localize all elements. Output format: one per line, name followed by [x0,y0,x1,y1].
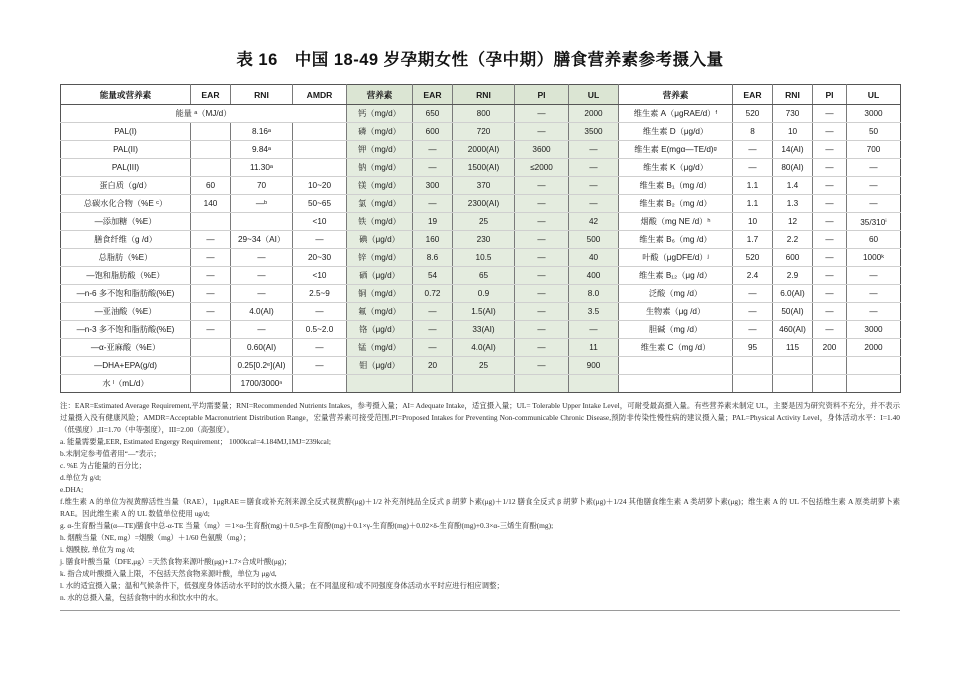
cell-left-name: —添加糖（%E） [61,213,191,231]
table-row [61,213,901,231]
cell-vitamin-rni [773,357,813,375]
table-row [61,141,901,159]
cell-mineral-ul: — [569,141,619,159]
cell-vitamin-pi: — [813,177,847,195]
note-item: e.DHA; [60,485,84,495]
cell-left-name: 蛋白质（g/d） [61,177,191,195]
cell-left-ear [191,375,231,393]
cell-vitamin-rni [773,375,813,393]
cell-mineral-pi: — [515,321,569,339]
note-item: g. α-生育酚当量(α—TE)膳食中总-α-TE 当量（mg）＝1×α-生育酚(mg)＋0.5×β-生育酚(mg)＋0.1×γ-生育酚(mg)＋0.02×δ-生育酚(mg)+0.3×α-三烯生育酚(mg); [60,521,554,531]
cell-vitamin-ul: — [847,177,901,195]
header-rni-2: RNI [453,85,515,105]
cell-left-amdr: 20~30 [293,249,347,267]
cell-mineral-rni: 1500(AI) [453,159,515,177]
cell-mineral-pi [515,375,569,393]
header-ear-3: EAR [733,85,773,105]
cell-mineral-pi: — [515,249,569,267]
cell-mineral-rni: 1.5(AI) [453,303,515,321]
cell-vitamin-name [619,375,733,393]
cell-mineral-pi: — [515,303,569,321]
cell-left-amdr [293,159,347,177]
cell-vitamin-name: 泛酸（mg /d） [619,285,733,303]
dri-table [60,84,901,393]
table-row [61,375,901,393]
cell-vitamin-pi: — [813,105,847,123]
cell-mineral-ul: 40 [569,249,619,267]
cell-vitamin-name: 胆碱（mg /d） [619,321,733,339]
cell-mineral-ul: — [569,177,619,195]
note-item: n. 水的总摄入量，包括食物中的水和饮水中的水。 [60,593,223,603]
cell-left-rni: — [231,249,293,267]
cell-vitamin-ear: — [733,285,773,303]
cell-left-ear: 140 [191,195,231,213]
table-row [61,159,901,177]
cell-mineral-ear: — [413,195,453,213]
note-main: 注：EAR=Estimated Average Requirement,平均需要量；RNI=Recommended Nutrients Intakes，参考摄入量；AI= Adequate Intake，适宜摄入量；UL= Tolerable Upper Intake Level，可耐受最高摄入量。有些营养素未制定 UL，主要是因为研究资料不充分，并不表示过量摄入没有健康风险；AMDR=Acceptable Macronutrient Distribution Range，宏量营养素可接受范围,PI=Proposed Intakes for Preventing Non-communicable Chronic Disease,预防非传染性慢性病的建议摄入量；PAL=Physical Activity Level，身体活动水平：I=1.40（低强度）,II=1.70（中等强度），III=2.00（高强度）。 [60,401,900,434]
cell-mineral-ear: — [413,159,453,177]
cell-mineral-name: 铜（mg/d） [347,285,413,303]
cell-mineral-rni: 720 [453,123,515,141]
cell-vitamin-rni: 730 [773,105,813,123]
cell-left-ear: — [191,303,231,321]
cell-mineral-rni: 800 [453,105,515,123]
cell-vitamin-name: 维生素 B₁（mg /d） [619,177,733,195]
note-item: b.未制定参考值者用“—”表示； [60,449,161,459]
cell-mineral-pi: 3600 [515,141,569,159]
note-item: d.单位为 g/d; [60,473,102,483]
cell-vitamin-ul: — [847,195,901,213]
cell-vitamin-ul: 700 [847,141,901,159]
cell-mineral-pi: — [515,195,569,213]
cell-mineral-name: 磷（mg/d） [347,123,413,141]
header-pi-2: PI [515,85,569,105]
note-item: h. 烟酸当量（NE, mg）=烟酸（mg）＋1/60 色氨酸（mg）； [60,533,251,543]
cell-vitamin-ul: 60 [847,231,901,249]
cell-mineral-ear: 0.72 [413,285,453,303]
table-row [61,267,901,285]
cell-left-rni: — [231,267,293,285]
cell-vitamin-name: 维生素 B₆（mg /d） [619,231,733,249]
cell-left-amdr [293,123,347,141]
cell-vitamin-pi: — [813,123,847,141]
cell-mineral-ear: 600 [413,123,453,141]
bottom-rule [60,610,900,611]
cell-vitamin-rni: 115 [773,339,813,357]
cell-left-ear: — [191,267,231,285]
cell-vitamin-ul: — [847,285,901,303]
cell-mineral-rni: 370 [453,177,515,195]
cell-left-rni: 11.30ᵃ [231,159,293,177]
cell-mineral-rni: 25 [453,213,515,231]
cell-vitamin-ear [733,375,773,393]
header-ul-3: UL [847,85,901,105]
cell-vitamin-ul: — [847,267,901,285]
cell-vitamin-name: 维生素 B₁₂（μg /d） [619,267,733,285]
table-body [61,105,901,393]
cell-mineral-ul: 42 [569,213,619,231]
cell-mineral-ul: 8.0 [569,285,619,303]
cell-mineral-ul: 400 [569,267,619,285]
cell-left-amdr: 2.5~9 [293,285,347,303]
cell-vitamin-ear: 1.1 [733,195,773,213]
cell-mineral-ul [569,375,619,393]
cell-left-ear [191,123,231,141]
cell-left-name: 膳食纤维（g /d） [61,231,191,249]
cell-mineral-rni: 0.9 [453,285,515,303]
cell-vitamin-name: 维生素 E(mgα—TE/d)ᵍ [619,141,733,159]
cell-vitamin-pi: — [813,231,847,249]
cell-left-name: —亚油酸（%E） [61,303,191,321]
cell-mineral-ul: — [569,195,619,213]
cell-vitamin-rni: 12 [773,213,813,231]
cell-left-amdr: — [293,303,347,321]
cell-left-ear [191,141,231,159]
cell-left-ear: — [191,249,231,267]
cell-left-name: —α-亚麻酸（%E） [61,339,191,357]
cell-vitamin-ear: 520 [733,105,773,123]
header-ul-2: UL [569,85,619,105]
cell-mineral-name: 锌（mg/d） [347,249,413,267]
cell-vitamin-ul: 3000 [847,105,901,123]
cell-mineral-name: 硒（μg/d） [347,267,413,285]
cell-vitamin-rni: 6.0(AI) [773,285,813,303]
cell-mineral-rni: 230 [453,231,515,249]
note-item: c. %E 为占能量的百分比； [60,461,147,471]
cell-mineral-pi: — [515,231,569,249]
cell-left-name: PAL(I) [61,123,191,141]
cell-vitamin-pi: — [813,141,847,159]
cell-vitamin-rni: 14(AI) [773,141,813,159]
note-item: l. 水的适宜摄入量；温和气候条件下，低强度身体活动水平时的饮水摄入量；在不同温度和/或不同强度身体活动水平时应进行相应调整； [60,581,504,591]
cell-mineral-pi: — [515,177,569,195]
cell-left-name: PAL(II) [61,141,191,159]
cell-mineral-rni: 25 [453,357,515,375]
cell-mineral-rni: 10.5 [453,249,515,267]
cell-vitamin-ul: 2000 [847,339,901,357]
cell-left-ear [191,159,231,177]
cell-left-rni: — [231,321,293,339]
cell-vitamin-name: 维生素 A（μgRAE/d）ᶠ [619,105,733,123]
table-row [61,285,901,303]
cell-mineral-ear: — [413,141,453,159]
table-row [61,177,901,195]
header-rni-3: RNI [773,85,813,105]
cell-vitamin-name: 维生素 K（μg/d） [619,159,733,177]
cell-vitamin-ear [733,357,773,375]
cell-mineral-rni [453,375,515,393]
cell-left-rni: — [231,285,293,303]
cell-vitamin-ear: 2.4 [733,267,773,285]
cell-left-name: 总脂肪（%E） [61,249,191,267]
cell-mineral-pi: — [515,357,569,375]
cell-mineral-name: 锰（mg/d） [347,339,413,357]
table-row [61,339,901,357]
cell-vitamin-name: 维生素 C（mg /d） [619,339,733,357]
cell-vitamin-ear: 10 [733,213,773,231]
header-nutrient-mineral: 营养素 [347,85,413,105]
cell-vitamin-pi: — [813,285,847,303]
cell-vitamin-ul: — [847,303,901,321]
note-item: a. 能量需要量,EER, Estimated Engergy Requirement； 1000kcal=4.184MJ,1MJ=239kcal; [60,437,331,447]
cell-vitamin-rni: 10 [773,123,813,141]
table-row [61,321,901,339]
cell-vitamin-ear: 1.1 [733,177,773,195]
table-row [61,123,901,141]
cell-vitamin-ear: 95 [733,339,773,357]
cell-mineral-rni: 33(AI) [453,321,515,339]
cell-mineral-ear: 54 [413,267,453,285]
table-header-row [61,85,901,105]
cell-left-ear [191,357,231,375]
cell-mineral-ear: 8.6 [413,249,453,267]
cell-mineral-ear: 19 [413,213,453,231]
header-pi-3: PI [813,85,847,105]
cell-left-rni: —ᵇ [231,195,293,213]
header-ear-2: EAR [413,85,453,105]
note-item: k. 指合成叶酸摄入量上限，不包括天然食物来源叶酸，单位为 μg/d, [60,569,277,579]
cell-vitamin-pi: — [813,195,847,213]
cell-left-name: —n-6 多不饱和脂肪酸(%E) [61,285,191,303]
note-item: j. 膳食叶酸当量（DFE,μg）=天然食物来源叶酸(μg)+1.7×合成叶酸(μg)； [60,557,292,567]
cell-vitamin-pi: — [813,267,847,285]
cell-left-ear: 60 [191,177,231,195]
cell-vitamin-name: 生物素（μg /d） [619,303,733,321]
cell-vitamin-ear: 1.7 [733,231,773,249]
cell-mineral-ear: 300 [413,177,453,195]
cell-vitamin-name: 烟酸（mg NE /d）ʰ [619,213,733,231]
cell-mineral-name: 镁（mg/d） [347,177,413,195]
page-title: 表 16 中国 18-49 岁孕期女性（孕中期）膳食营养素参考摄入量 [236,51,724,69]
cell-left-amdr: — [293,231,347,249]
header-ear-1: EAR [191,85,231,105]
cell-mineral-rni: 2300(AI) [453,195,515,213]
cell-vitamin-ul: 3000 [847,321,901,339]
cell-vitamin-ear: — [733,159,773,177]
cell-vitamin-ul: 35/310ⁱ [847,213,901,231]
cell-mineral-ul: — [569,159,619,177]
cell-vitamin-ul [847,375,901,393]
cell-vitamin-pi: — [813,213,847,231]
cell-mineral-name: 铬（μg/d） [347,321,413,339]
table-row [61,105,901,123]
cell-left-amdr: — [293,357,347,375]
cell-left-name: —n-3 多不饱和脂肪酸(%E) [61,321,191,339]
cell-mineral-ear: 650 [413,105,453,123]
cell-mineral-ul: 500 [569,231,619,249]
cell-mineral-ear: — [413,303,453,321]
cell-left-rni: 29~34（AI） [231,231,293,249]
cell-vitamin-ul: 1000ᵏ [847,249,901,267]
table-container [60,84,900,393]
cell-vitamin-rni: 2.9 [773,267,813,285]
cell-left-amdr: 10~20 [293,177,347,195]
cell-mineral-ul: 3.5 [569,303,619,321]
note-item: i. 烟酰胺, 单位为 mg /d; [60,545,135,555]
cell-left-rni: 0.60(AI) [231,339,293,357]
cell-mineral-pi: — [515,213,569,231]
cell-left-amdr: <10 [293,267,347,285]
note-item: f.维生素 A 的单位为视黄醇活性当量（RAE），1μgRAE＝膳食或补充剂来源全反式视黄醇(μg)＋1/2 补充剂纯品全反式 β 胡萝卜素(μg)＋1/12 膳食全反式 β 胡萝卜素(μg)＋1/24 其他膳食维生素 A 类胡萝卜素(μg)；维生素 A 的 UL 不包括维生素 A 原类胡萝卜素 RAE。因此维生素 A 的 UL 数值单位使用 ug/d; [60,497,900,519]
cell-left-amdr: — [293,339,347,357]
cell-left-name: PAL(III) [61,159,191,177]
cell-mineral-rni: 2000(AI) [453,141,515,159]
cell-vitamin-ear: — [733,303,773,321]
cell-vitamin-pi: — [813,159,847,177]
cell-vitamin-pi: 200 [813,339,847,357]
cell-left-amdr: 50~65 [293,195,347,213]
cell-left-name: —DHA+EPA(g/d) [61,357,191,375]
header-amdr: AMDR [293,85,347,105]
cell-left-rni: 1700/3000ⁿ [231,375,293,393]
cell-vitamin-name [619,357,733,375]
cell-left-amdr: 0.5~2.0 [293,321,347,339]
cell-left-amdr [293,375,347,393]
cell-left-rni [231,213,293,231]
cell-mineral-ul: 3500 [569,123,619,141]
cell-vitamin-rni: 50(AI) [773,303,813,321]
cell-left-rni: 0.25[0.2ᵉ](AI) [231,357,293,375]
cell-vitamin-name: 叶酸（μgDFE/d）ʲ [619,249,733,267]
cell-left-rni: 8.16ᵃ [231,123,293,141]
cell-mineral-name: 碘（μg/d） [347,231,413,249]
cell-vitamin-name: 维生素 B₂（mg /d） [619,195,733,213]
cell-left-rni: 4.0(AI) [231,303,293,321]
cell-left-ear: — [191,231,231,249]
cell-mineral-pi: — [515,285,569,303]
cell-left-ear [191,213,231,231]
cell-left-name: 水 ˡ（mL/d） [61,375,191,393]
header-energy-nutrient: 能量或营养素 [61,85,191,105]
cell-mineral-ul: 900 [569,357,619,375]
cell-vitamin-pi [813,357,847,375]
cell-mineral-pi: — [515,267,569,285]
cell-vitamin-pi: — [813,249,847,267]
cell-vitamin-rni: 2.2 [773,231,813,249]
cell-mineral-pi: — [515,105,569,123]
cell-mineral-name: 钙（mg/d） [347,105,413,123]
cell-left-name: —饱和脂肪酸（%E） [61,267,191,285]
cell-vitamin-ear: — [733,141,773,159]
cell-vitamin-pi: — [813,321,847,339]
cell-vitamin-pi [813,375,847,393]
cell-left-ear [191,339,231,357]
cell-vitamin-rni: 80(AI) [773,159,813,177]
cell-left-ear: — [191,285,231,303]
cell-mineral-ear [413,375,453,393]
cell-mineral-ul: 2000 [569,105,619,123]
cell-mineral-ul: — [569,321,619,339]
table-row [61,195,901,213]
cell-mineral-name [347,375,413,393]
cell-left-name: 总碳水化合物（%E ᶜ） [61,195,191,213]
cell-mineral-name: 铁（mg/d） [347,213,413,231]
note-item-list [60,436,900,604]
cell-vitamin-ear: 520 [733,249,773,267]
cell-vitamin-ul: — [847,159,901,177]
cell-mineral-ear: — [413,339,453,357]
cell-mineral-ear: 160 [413,231,453,249]
cell-left-rni: 9.84ᵃ [231,141,293,159]
cell-mineral-ear: — [413,321,453,339]
cell-vitamin-ear: — [733,321,773,339]
cell-mineral-ear: 20 [413,357,453,375]
cell-mineral-name: 钼（μg/d） [347,357,413,375]
cell-left-rni: 70 [231,177,293,195]
table-row [61,357,901,375]
cell-vitamin-ul [847,357,901,375]
cell-mineral-name: 氟（mg/d） [347,303,413,321]
cell-left-ear: — [191,321,231,339]
cell-mineral-name: 钾（mg/d） [347,141,413,159]
cell-left-amdr [293,141,347,159]
cell-vitamin-rni: 460(AI) [773,321,813,339]
cell-mineral-rni: 4.0(AI) [453,339,515,357]
header-rni-1: RNI [231,85,293,105]
table-row [61,303,901,321]
cell-left-name: 能量 ᵃ（MJ/d） [61,105,347,123]
cell-mineral-ul: 11 [569,339,619,357]
cell-vitamin-rni: 1.3 [773,195,813,213]
cell-vitamin-ul: 50 [847,123,901,141]
cell-vitamin-ear: 8 [733,123,773,141]
cell-mineral-name: 钠（mg/d） [347,159,413,177]
cell-vitamin-name: 维生素 D（μg/d） [619,123,733,141]
cell-mineral-pi: — [515,339,569,357]
cell-mineral-name: 氯（mg/d） [347,195,413,213]
cell-mineral-pi: ≤2000 [515,159,569,177]
header-nutrient-vitamin: 营养素 [619,85,733,105]
table-row [61,249,901,267]
cell-vitamin-rni: 1.4 [773,177,813,195]
cell-vitamin-rni: 600 [773,249,813,267]
table-notes [60,400,900,604]
cell-vitamin-pi: — [813,303,847,321]
table-row [61,231,901,249]
cell-mineral-rni: 65 [453,267,515,285]
cell-left-amdr: <10 [293,213,347,231]
cell-mineral-pi: — [515,123,569,141]
